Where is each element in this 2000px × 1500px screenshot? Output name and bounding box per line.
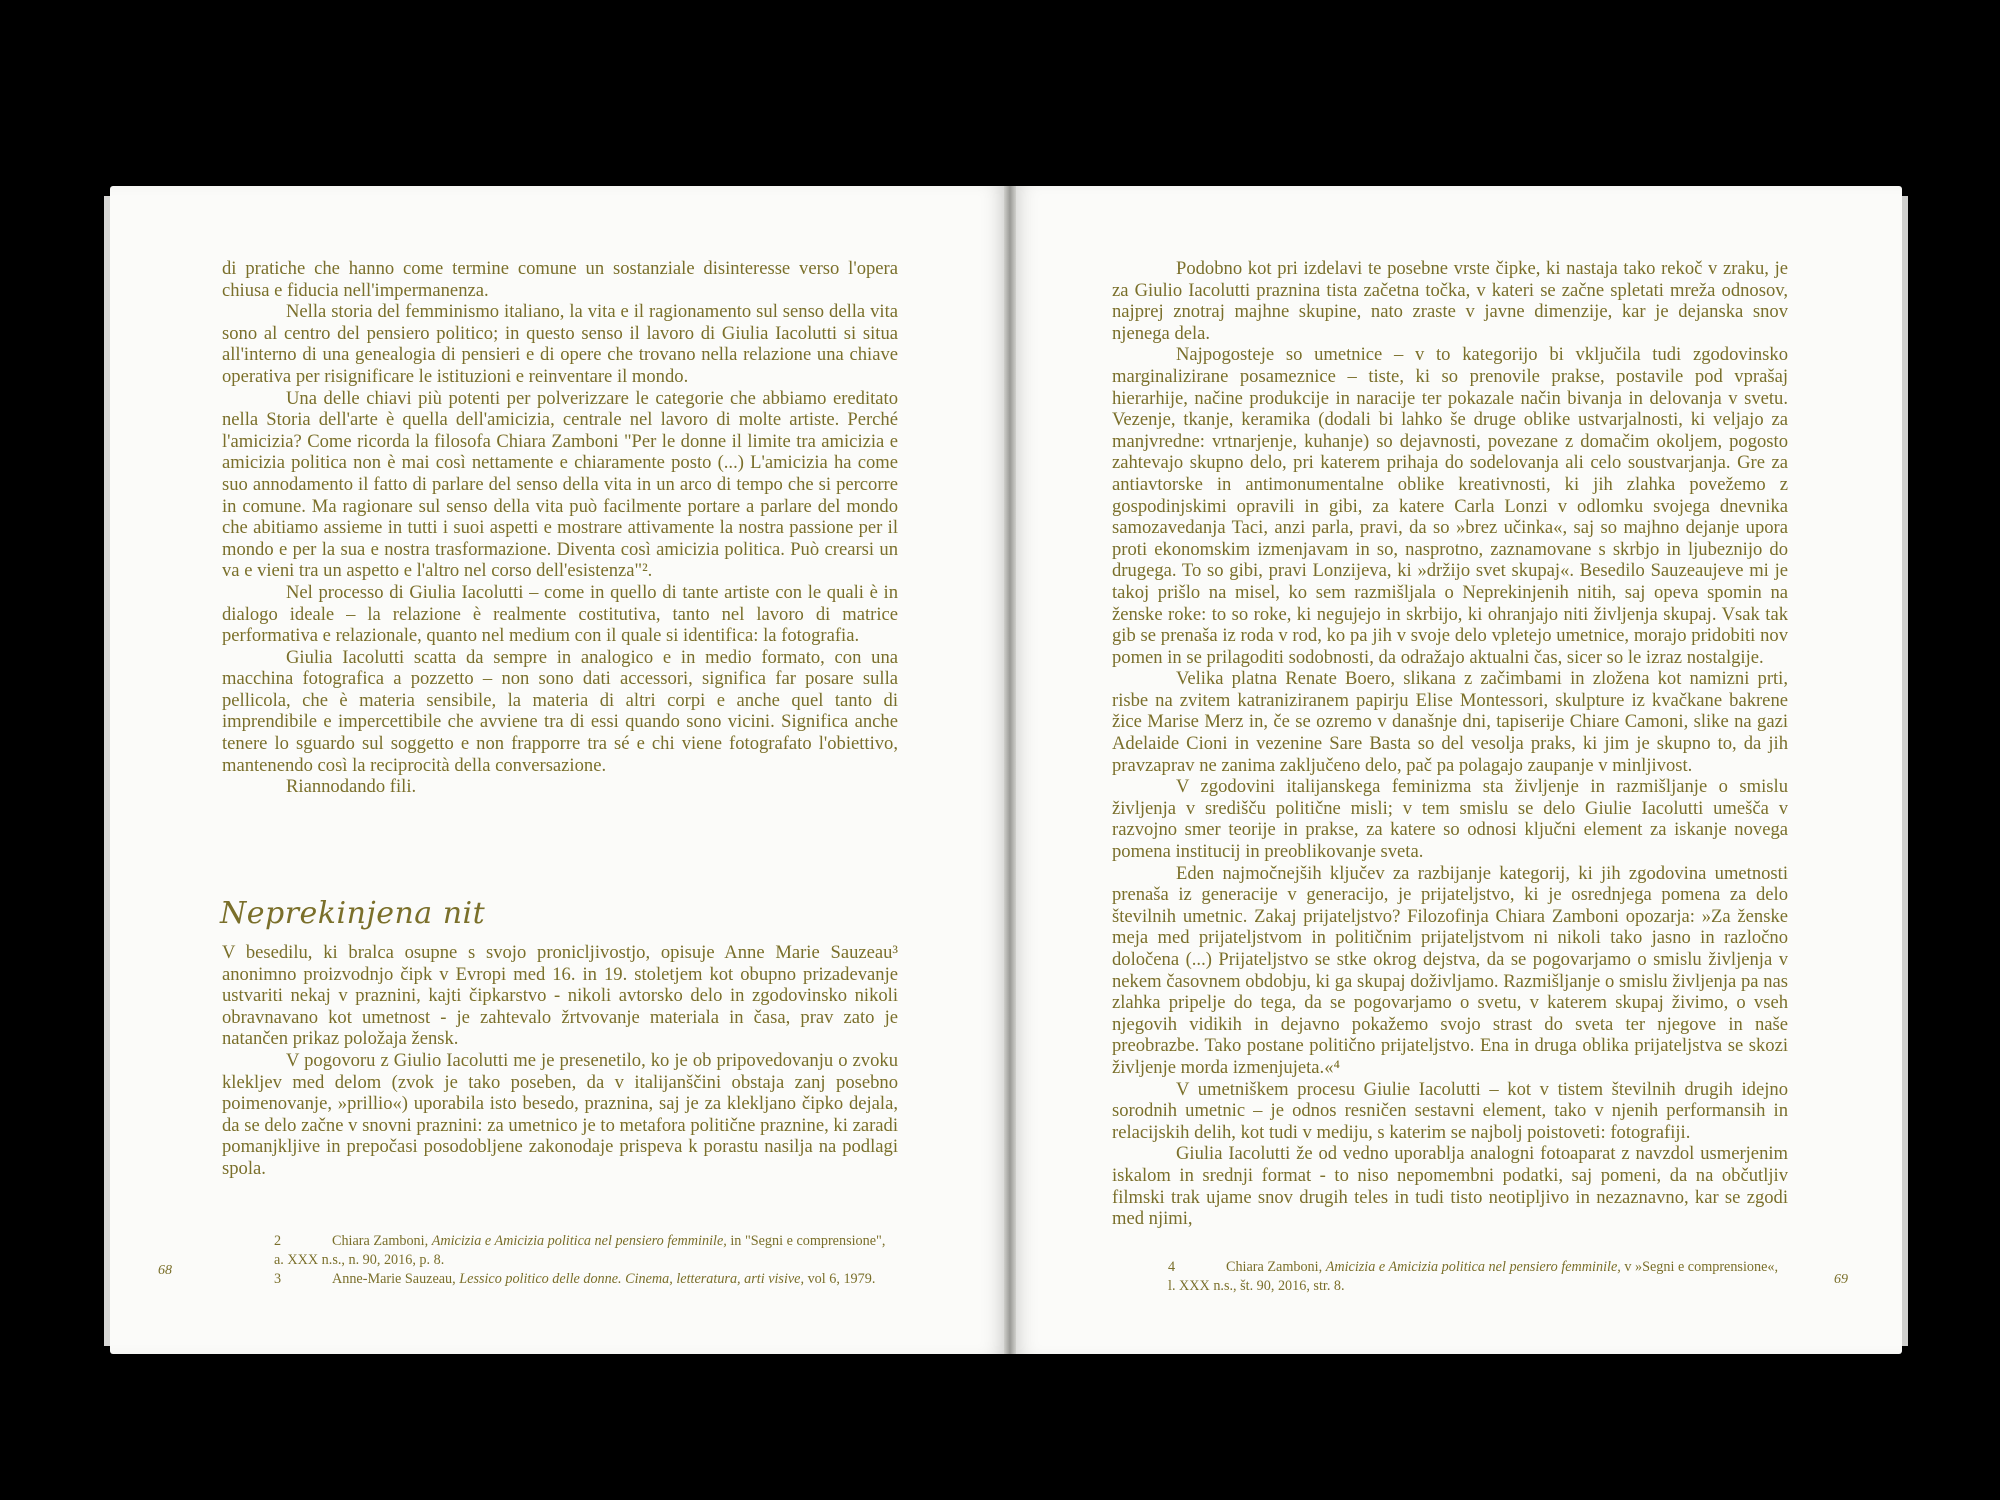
footnote-author: Chiara Zamboni, bbox=[332, 1233, 432, 1249]
footnote-title: Amicizia e Amicizia politica nel pensiero femminile, bbox=[431, 1233, 727, 1249]
paragraph: Najpogosteje so umetnice – v to kategorijo bi vključila tudi zgodovinsko marginalizirane posameznice – tiste, ki so prenovile prakse, postavile pod vprašaj hierarhije, načine produkcije in naracije ter pokazale način bivanja in delovanja v svetu. Vezenje, tkanje, keramika (dodali bi lahko še druge oblike ustvarjalnosti, ki veljajo za manjvredne: vrtnarjenje, kuhanje) so dejavnosti, povezane z domačim okoljem, pogosto zahtevajo skupno delo, pri katerem prihaja do sodelovanja ali celo soustvarjanja. Gre za antiavtorske in antimonumentalne oblike kreativnosti, ki jih zlahka povežemo z gospodinjskimi opravili in gibi, za katere Carla Lonzi v odlomku svojega dnevnika samozavedanja Taci, anzi parla, pravi, da so »brez učinka«, saj so majhno dejanje upora proti ekonomskim izmenjavam in so, nasprotno, zaznamovane s skrbjo in ljubeznijo do drugega. To so gibi, pravi Lonzijeva, ki »držijo svet skupaj«. Besedilo Sauzeaujeve mi je takoj prišlo na misel, ko sem razmišljala o Neprekinjenih nitih, saj opeva spomin na ženske roke: to so roke, ki negujejo in skrbijo, ki ohranjajo niti življenja skupaj. Vsak tak gib se prenaša iz roda v rod, ko pa jih v svoje delo vpletejo umetnice, morajo pridobiti nov pomen in se prilagoditi sodobnosti, da odražajo aktualni čas, sicer so le izraz nostalgije. bbox=[1112, 344, 1788, 668]
paragraph: V besedilu, ki bralca osupne s svojo pronicljivostjo, opisuje Anne Marie Sauzeau³ anonimno proizvodnjo čipk v Evropi med 16. in 19. stoletjem kot obupno prizadevanje ustvariti nekaj v praznini, kajti čipkarstvo - nikoli avtorsko delo in zgodovinsko nikoli obravnavano kot umetnost - je zahtevalo žrtvovanje materiala in časa, prav zato je natančen prikaz položaja žensk. bbox=[222, 942, 898, 1050]
paragraph: Giulia Iacolutti že od vedno uporablja analogni fotoaparat z navzdol usmerjenim iskalom in srednji format - to niso nepomembni podatki, saj pomeni, da na občutljiv filmski trak ujame snov drugih teles in tudi tisto neotipljivo in nezaznavno, kar se zgodi med njimi, bbox=[1112, 1143, 1788, 1230]
book-gutter bbox=[1004, 186, 1016, 1354]
paragraph: Velika platna Renate Boero, slikana z začimbami in zložena kot namizni prti, risbe na zvitem katraniziranem papirju Elise Montessori, skulpture iz kvačkane bakrene žice Marise Merz in, če se ozremo v današnje dni, tapiserije Chiare Camoni, slike na gazi Adelaide Cioni in vezenine Sare Basta so del vesolja praks, ki jim je skupno to, da jih pravzaprav ne zanima zaključeno delo, pač pa polagajo zaupanje v minljivost. bbox=[1112, 668, 1788, 776]
paragraph: Eden najmočnejših ključev za razbijanje kategorij, ki jih zgodovina umetnosti prenaša iz generacije v generacijo, je prijateljstvo, ki je osrednjega pomena za delo številnih umetnic. Zakaj prijateljstvo? Filozofinja Chiara Zamboni opozarja: »Za ženske meja med prijateljstvom in političnim prijateljstvom ni nikoli tako jasno in razločno določena (...) Prijateljstvo se stke okrog dejstva, da se pogovarjamo o smislu življenja v nekem časovnem obdobju, ki ga skupaj doživljamo. Razmišljanje o smislu življenja pa nas zlahka pripelje do tega, da se pogovarjamo o svetu, v katerem skupaj živimo, o vseh njegovih vidikih in dejavno pokažemo svojo strast do sveta ter njegove in naše preobrazbe. Tako postane politično prijateljstvo. Ena in druga oblika prijateljstva se skozi življenje morda izmenjujeta.«⁴ bbox=[1112, 862, 1788, 1078]
paragraph: Nel processo di Giulia Iacolutti – come in quello di tante artiste con le quali è in dialogo ideale – la relazione è realmente costitutiva, tanto nel lavoro di matrice performativa e relazionale, quanto nel medium con il quale si identifica: la fotografia. bbox=[222, 581, 898, 647]
footnote bbox=[1168, 1258, 1778, 1276]
footnote-rest: vol 6, 1979. bbox=[804, 1271, 876, 1287]
paragraph: V umetniškem procesu Giulie Iacolutti – kot v tistem številnih drugih idejno sorodnih umetnic – je odnos resničen sestavni element, tako v njenih performansih in relacijskih delih, kot tudi v mediju, s katerim se najbolj poistoveti: fotografiji. bbox=[1112, 1078, 1788, 1143]
right-page-edge bbox=[1902, 196, 1908, 1346]
footnote bbox=[274, 1232, 885, 1250]
paragraph: V zgodovini italijanskega feminizma sta življenje in razmišljanje o smislu življenja v središču politične misli; v tem smislu se delo Giulie Iacolutti umešča v razvojno smer teorije in prakse, za katere so odnosi ključni element za iskanje novega pomena institucij in preoblikovanje sveta. bbox=[1112, 776, 1788, 863]
footnote-number: 4 bbox=[1168, 1259, 1176, 1275]
footnote-number: 2 bbox=[274, 1233, 282, 1249]
paragraph: di pratiche che hanno come termine comune un sostanziale disinteresse verso l'opera chiusa e fiducia nell'impermanenza. bbox=[222, 258, 898, 301]
footnote-number: 3 bbox=[274, 1271, 282, 1287]
paragraph: Riannodando fili. bbox=[286, 776, 417, 798]
footnote-rest: in "Segni e comprensione", bbox=[726, 1233, 886, 1249]
paragraph: Nella storia del femminismo italiano, la vita e il ragionamento sul senso della vita sono al centro del pensiero politico; in questo senso il lavoro di Giulia Iacolutti si situa all'interno di una genealogia di pensieri e di opere che trovano nella relazione una chiave operativa per risignificare le istituzioni e reinventare il mondo. bbox=[222, 301, 898, 387]
footnote-author: Chiara Zamboni, bbox=[1226, 1259, 1326, 1275]
section-heading: Neprekinjena nit bbox=[220, 896, 486, 931]
footnote-continued: a. XXX n.s., n. 90, 2016, p. 8. bbox=[274, 1252, 445, 1268]
paragraph: Giulia Iacolutti scatta da sempre in analogico e in medio formato, con una macchina fotografica a pozzetto – non sono dati accessori, significa far posare sulla pellicola, che è materia sensibile, la materia di altri corpi e anche quel tanto di imprendibile e impercettibile che avviene tra di essi quando sono vicini. Significa anche tenere lo sguardo sul soggetto e non frapporre tra sé e chi viene fotografato l'obiettivo, mantenendo così la reciprocità della conversazione. bbox=[222, 646, 898, 776]
paragraph: Podobno kot pri izdelavi te posebne vrste čipke, ki nastaja tako rekoč v zraku, je za Giulio Iacolutti praznina tista začetna točka, v kateri se začne spletati mreža odnosov, najprej znotraj majhne skupine, nato zraste v javne dimenzije, kar je dejanska snov njenega dela. bbox=[1112, 258, 1788, 344]
footnote-author: Anne-Marie Sauzeau, bbox=[332, 1271, 460, 1287]
right-body-slovenian bbox=[1112, 258, 1788, 1230]
footnote-title: Lessico politico delle donne. Cinema, letteratura, arti visive, bbox=[459, 1271, 805, 1287]
paragraph: Una delle chiavi più potenti per polverizzare le categorie che abbiamo ereditato nella Storia dell'arte è quella dell'amicizia, centrale nel lavoro di molte artiste. Perché l'amicizia? Come ricorda la filosofa Chiara Zamboni "Per le donne il limite tra amicizia e amicizia politica non è mai così nettamente e chiaramente posto (...) L'amicizia ha come suo annodamento il fatto di parlare del senso della vita in un arco di tempo che si percorre in comune. Ma ragionare sul senso della vita può facilmente portare a parlare del mondo che abitiamo assieme in tutti i suoi aspetti e mostrare attivamente la nostra passione per il mondo e per la sua e nostra trasformazione. Diventa così amicizia politica. Può crearsi un va e vieni tra un aspetto e l'altro nel corso dell'esistenza"². bbox=[222, 387, 898, 582]
left-body-slovenian bbox=[222, 942, 898, 1180]
page-number: 68 bbox=[158, 1263, 172, 1278]
footnote-title: Amicizia e Amicizia politica nel pensiero femminile, bbox=[1325, 1259, 1621, 1275]
left-body-italian bbox=[222, 258, 898, 798]
page-number: 69 bbox=[1834, 1272, 1848, 1287]
footnote-rest: v »Segni e comprensione«, bbox=[1620, 1259, 1779, 1275]
footnote-continued: l. XXX n.s., št. 90, 2016, str. 8. bbox=[1168, 1278, 1345, 1294]
paragraph: V pogovoru z Giulio Iacolutti me je presenetilo, ko je ob pripovedovanju o zvoku klekljev med delom (zvok je tako poseben, da v italijanščini obstaja zanj posebno poimenovanje, »prillio«) uporabila isto besedo, praznina, saj je za klekljano čipko dejala, da se delo začne v snovni praznini: za umetnico je to metafora politične praznine, ki zaradi pomanjkljive in prepočasi posodobljene zakonodaje prispeva k porastu nasilja na podlagi spola. bbox=[222, 1049, 898, 1179]
footnote bbox=[274, 1270, 875, 1288]
